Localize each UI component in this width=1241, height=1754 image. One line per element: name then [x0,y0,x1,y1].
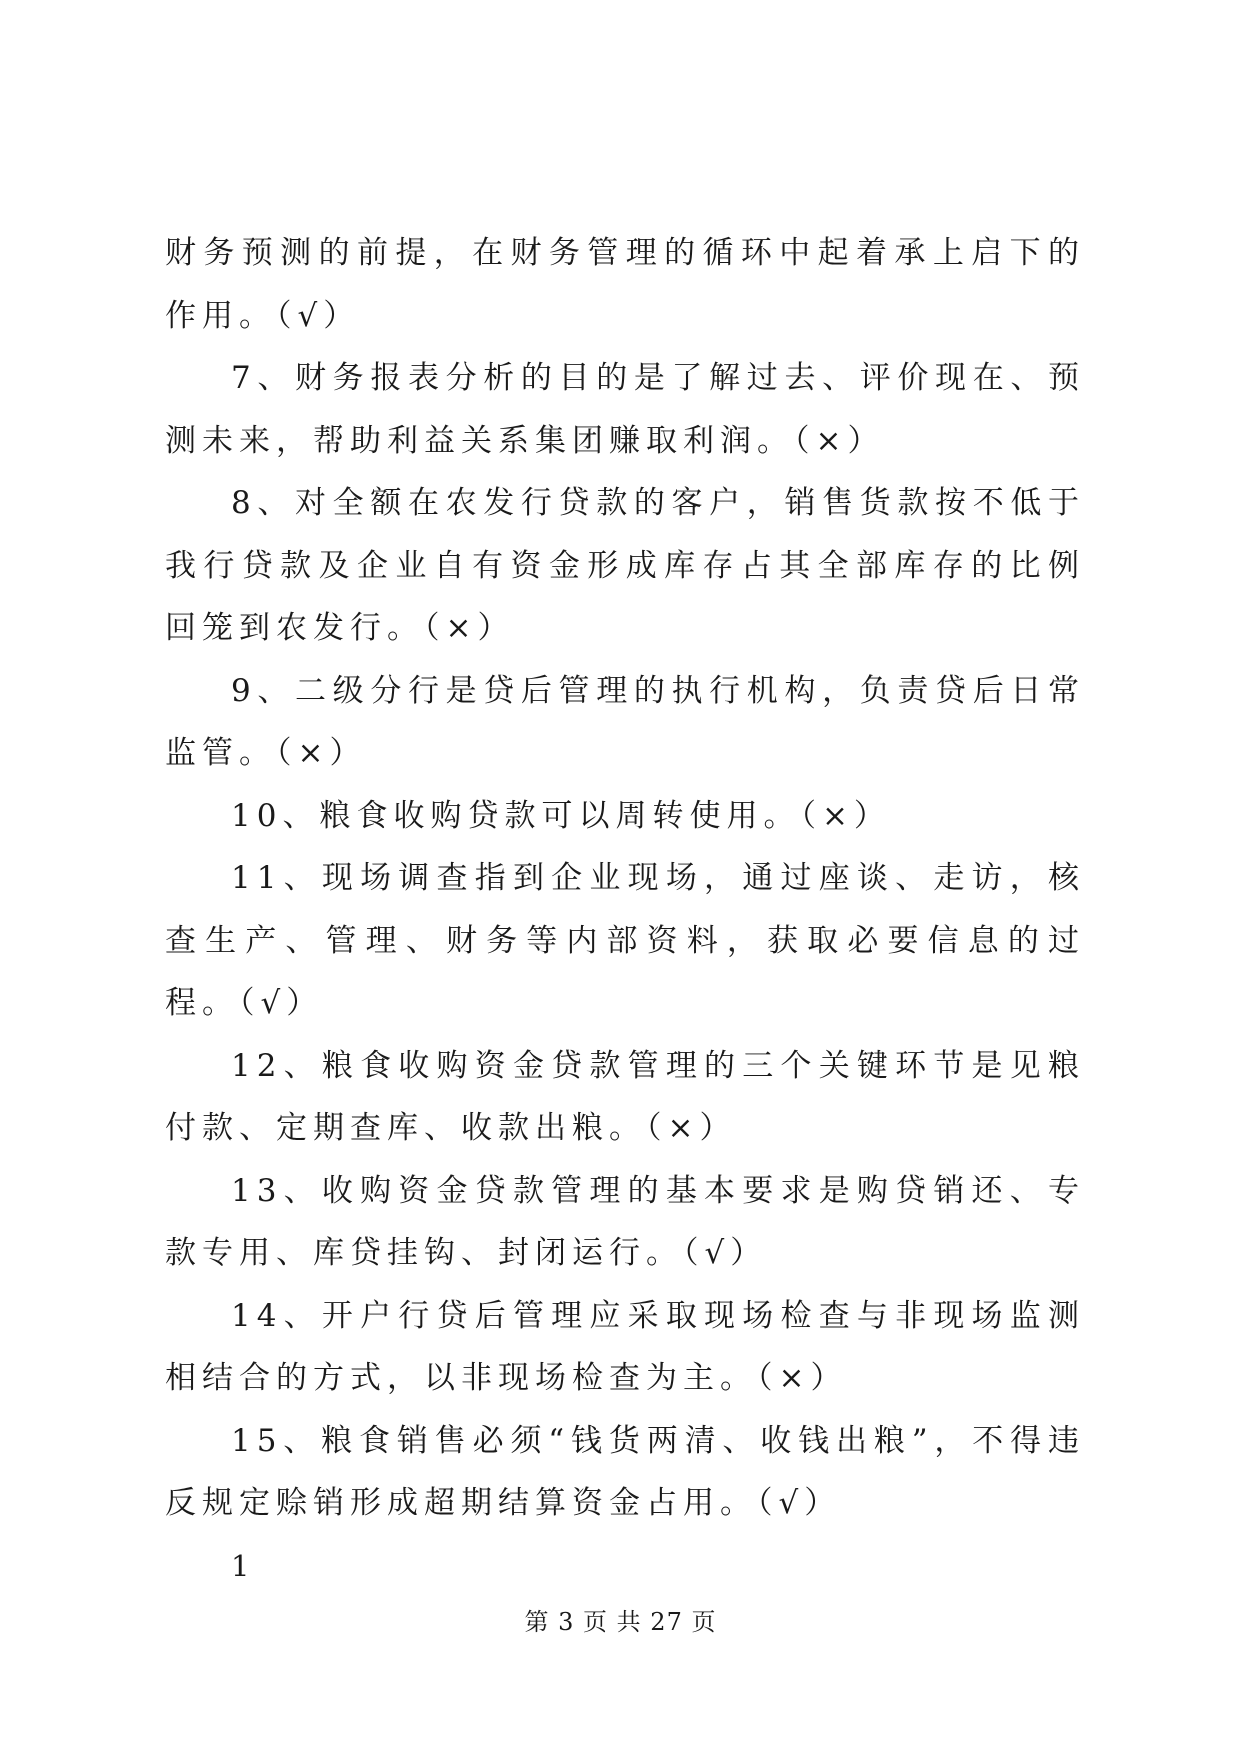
paragraph-item-13: 13、收购资金贷款管理的基本要求是购贷销还、专款专用、库贷挂钩、封闭运行。（√） [165,1172,1085,1271]
page-footer: 第 3 页 共 27 页 [524,1608,717,1636]
paragraph-item-9: 9、二级分行是贷后管理的执行机构，负责贷后日常监管。（×） [165,672,1085,771]
paragraph-item-10: 10、粮食收购贷款可以周转使用。（×） [231,797,891,834]
paragraph-item-12: 12、粮食收购资金贷款管理的三个关键环节是见粮付款、定期查库、收款出粮。（×） [165,1047,1085,1146]
paragraph-item-15: 15、粮食销售必须“钱货两清、收钱出粮”，不得违反规定赊销形成超期结算资金占用。（√） [165,1422,1085,1521]
paragraph-item-11: 11、现场调查指到企业现场，通过座谈、走访，核查生产、管理、财务等内部资料，获取必要信息的过程。（√） [165,860,1085,1021]
paragraph-item-8: 8、对全额在农发行贷款的客户，销售货款按不低于我行贷款及企业自有资金形成库存占其全部库存的比例回笼到农发行。（×） [165,485,1085,646]
paragraph-continued: 财务预测的前提，在财务管理的循环中起着承上启下的作用。（√） [165,235,1085,334]
document-body [165,222,1085,1597]
paragraph-item-14: 14、开户行贷后管理应采取现场检查与非现场监测相结合的方式，以非现场检查为主。（×） [165,1297,1085,1396]
inline-page-marker: 1 [231,1548,250,1583]
paragraph-item-7: 7、财务报表分析的目的是了解过去、评价现在、预测未来，帮助利益关系集团赚取利润。（×） [165,360,1085,459]
